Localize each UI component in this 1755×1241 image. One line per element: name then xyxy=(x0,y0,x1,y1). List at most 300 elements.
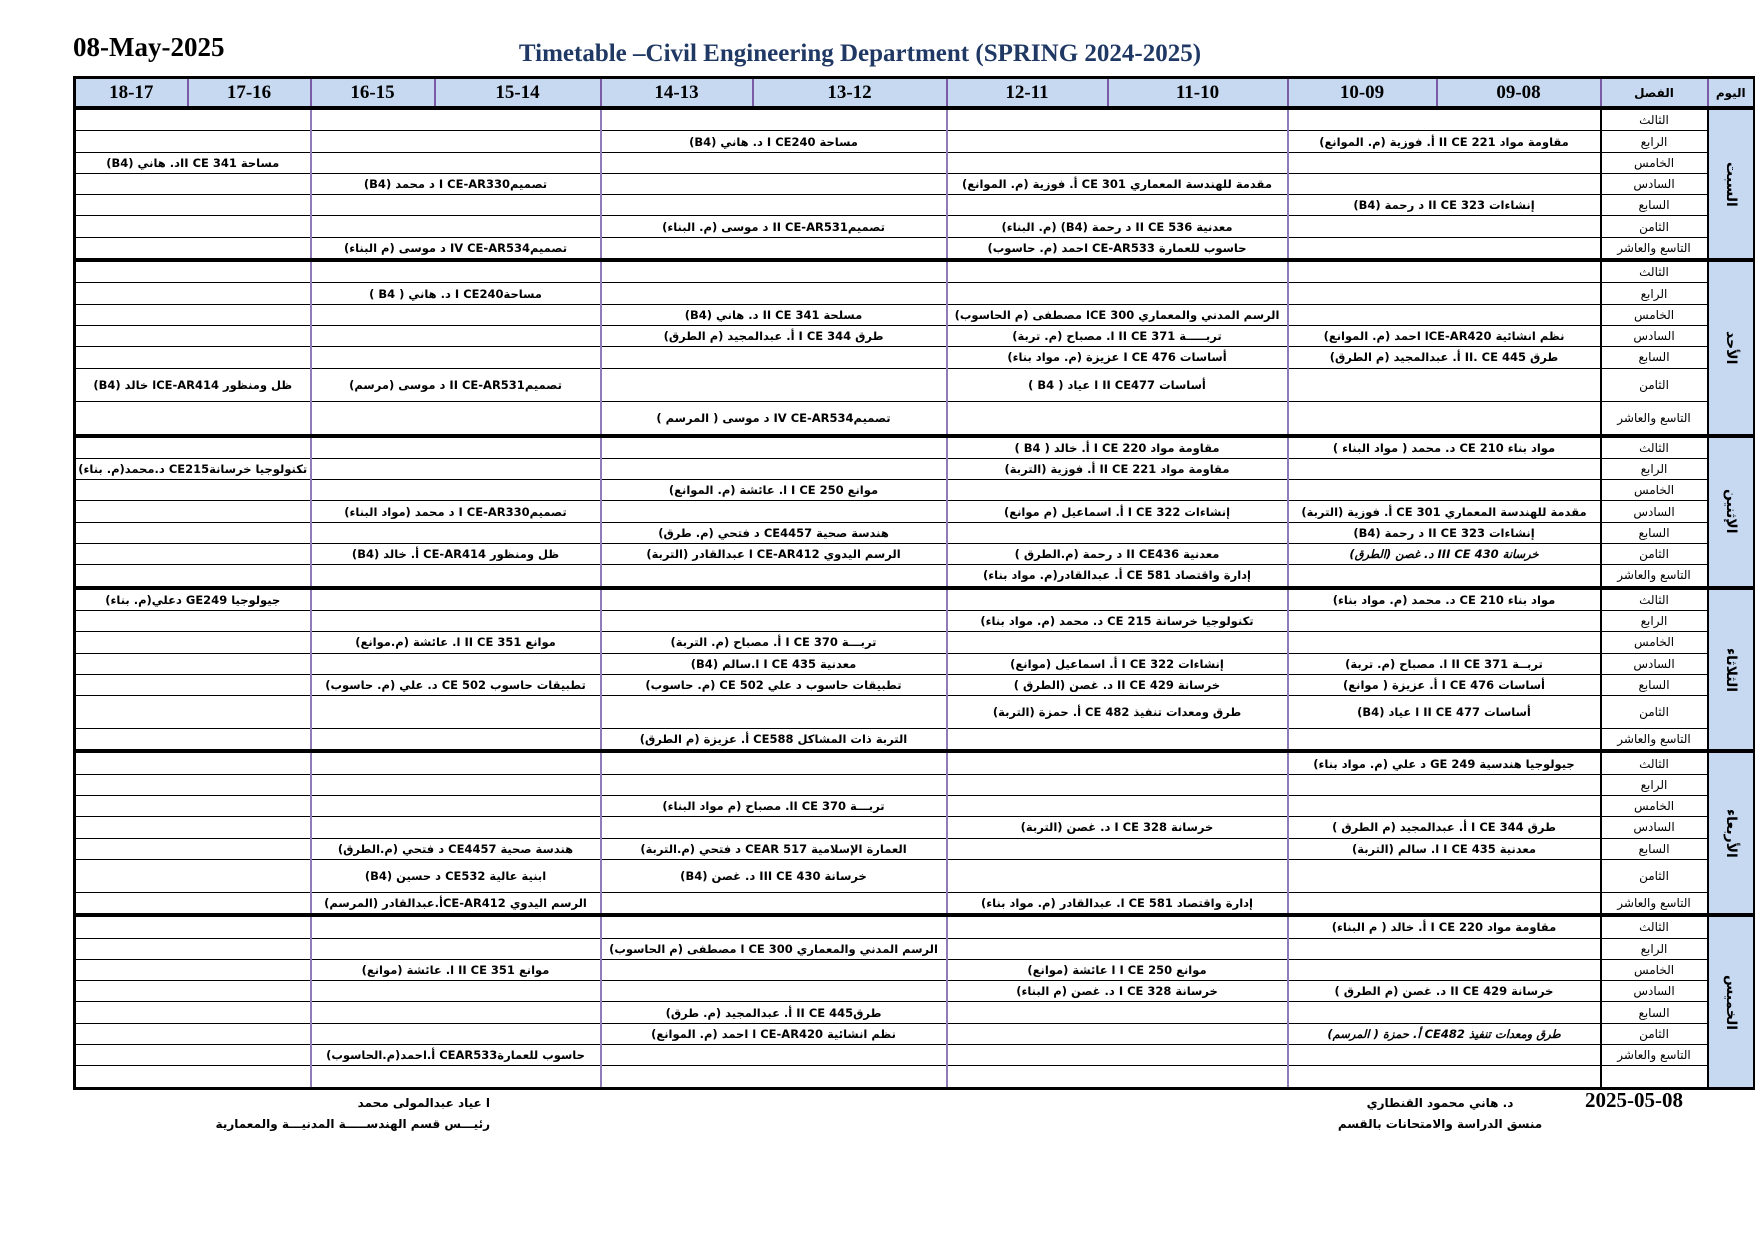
level-label xyxy=(1601,1066,1708,1089)
level-label: التاسع والعاشر xyxy=(1601,237,1708,260)
class-cell-1012: إنشاءات I CE 322 أ. اسماعيل (م موانع) xyxy=(947,501,1288,522)
level-label: الرابع xyxy=(1601,774,1708,795)
class-cell-1214: هندسة صحية CE4457 د فتحي (م. طرق) xyxy=(601,522,947,543)
class-cell-1416: تطبيقات حاسوب CE 502 د. علي (م. حاسوب) xyxy=(311,674,601,695)
class-cell-0810: معدنية I CE 435 ا. سالم (التربة) xyxy=(1288,838,1601,859)
timetable-row xyxy=(75,480,1755,501)
class-cell-0810 xyxy=(1288,458,1601,479)
class-cell-1214: معدنية I CE 435 ا.سالم (B4) xyxy=(601,653,947,674)
class-cell-1718 xyxy=(75,696,311,729)
level-label: السابع xyxy=(1601,838,1708,859)
class-cell-1012: أساسات I CE 476 عزيزة (م. مواد بناء) xyxy=(947,347,1288,368)
class-cell-1718 xyxy=(75,108,311,131)
timetable-body xyxy=(75,108,1755,1089)
class-cell-1718 xyxy=(75,283,311,304)
class-cell-1012 xyxy=(947,152,1288,173)
class-cell-1012: مقاومة مواد II CE 221 أ. فوزية (التربة) xyxy=(947,458,1288,479)
class-cell-1718 xyxy=(75,480,311,501)
class-cell-0810: إنشاءات II CE 323 د رحمة (B4) xyxy=(1288,522,1601,543)
class-cell-1012: معدنية II CE436 د رحمة (م.الطرق ) xyxy=(947,544,1288,565)
class-cell-1718 xyxy=(75,131,311,152)
timetable-row xyxy=(75,195,1755,216)
class-cell-0810 xyxy=(1288,216,1601,237)
level-label: الثالث xyxy=(1601,915,1708,938)
class-cell-1718 xyxy=(75,859,311,892)
timetable-row xyxy=(75,1044,1755,1065)
level-label: الثالث xyxy=(1601,108,1708,131)
class-cell-0810 xyxy=(1288,565,1601,588)
timetable xyxy=(73,76,1755,1090)
class-cell-1718 xyxy=(75,915,311,938)
level-label: الثامن xyxy=(1601,216,1708,237)
class-cell-1214 xyxy=(601,108,947,131)
timetable-row xyxy=(75,325,1755,346)
class-cell-1718 xyxy=(75,1023,311,1044)
department-head-signature xyxy=(210,1093,490,1135)
level-label: السادس xyxy=(1601,325,1708,346)
class-cell-1012 xyxy=(947,915,1288,938)
time-header: 17-16 xyxy=(188,78,311,109)
timetable-row xyxy=(75,959,1755,980)
class-cell-0810 xyxy=(1288,108,1601,131)
class-cell-1012 xyxy=(947,751,1288,774)
class-cell-1416: الرسم اليدوي CE-AR412أ.عبدالقادر (المرسم) xyxy=(311,892,601,915)
level-label: السادس xyxy=(1601,501,1708,522)
level-label: الثامن xyxy=(1601,544,1708,565)
class-cell-1214 xyxy=(601,173,947,194)
timetable-row xyxy=(75,674,1755,695)
time-header: 16-15 xyxy=(311,78,435,109)
class-cell-0810: خرسانة III CE 430 د. غصن (الطرق) xyxy=(1288,544,1601,565)
class-cell-1214 xyxy=(601,959,947,980)
class-cell-1214 xyxy=(601,565,947,588)
timetable-row xyxy=(75,892,1755,915)
class-cell-1012 xyxy=(947,729,1288,752)
class-cell-1214: نظم انشائية CE-AR420 ا احمد (م. الموانع) xyxy=(601,1023,947,1044)
class-cell-1718 xyxy=(75,565,311,588)
class-cell-1718 xyxy=(75,796,311,817)
class-cell-1012: موانع I CE 250 ا عائشة (موانع) xyxy=(947,959,1288,980)
class-cell-0810: مقاومة مواد II CE 221 أ. فوزية (م. الموانع) xyxy=(1288,131,1601,152)
class-cell-1214 xyxy=(601,501,947,522)
level-label: الخامس xyxy=(1601,480,1708,501)
class-cell-1718: تكنولوجيا خرسانةCE215 د.محمد(م. بناء) xyxy=(75,458,311,479)
timetable-row xyxy=(75,522,1755,543)
class-cell-0810: أساسات II CE 477 ا عياد (B4) xyxy=(1288,696,1601,729)
day-label: الأحد xyxy=(1708,260,1755,436)
class-cell-1012: تكنولوجيا خرسانة CE 215 د. محمد (م. مواد بناء) xyxy=(947,611,1288,632)
class-cell-0810 xyxy=(1288,237,1601,260)
class-cell-1214 xyxy=(601,152,947,173)
class-cell-0810: إنشاءات II CE 323 د رحمة (B4) xyxy=(1288,195,1601,216)
print-date: 08-May-2025 xyxy=(73,32,225,62)
class-cell-1012: طرق ومعدات تنفيذ CE 482 أ. حمزة (التربة) xyxy=(947,696,1288,729)
level-label: الثامن xyxy=(1601,696,1708,729)
timetable-row xyxy=(75,347,1755,368)
level-label: السادس xyxy=(1601,817,1708,838)
class-cell-1416 xyxy=(311,108,601,131)
timetable-row xyxy=(75,1066,1755,1089)
level-label: الرابع xyxy=(1601,283,1708,304)
class-cell-1416: موانع II CE 351 ا. عائشة (موانع) xyxy=(311,959,601,980)
department-head-name: ا عياد عبدالمولى محمد xyxy=(357,1096,490,1110)
class-cell-0810: مواد بناء CE 210 د. محمد (م. مواد بناء) xyxy=(1288,588,1601,611)
class-cell-1718 xyxy=(75,1044,311,1065)
class-cell-0810 xyxy=(1288,480,1601,501)
day-label: الثلاثاء xyxy=(1708,588,1755,752)
class-cell-0810: مقدمة للهندسة المعماري CE 301 أ. فوزية (التربة) xyxy=(1288,501,1601,522)
class-cell-1718 xyxy=(75,751,311,774)
class-cell-0810 xyxy=(1288,938,1601,959)
class-cell-0810: مقاومة مواد I CE 220 أ. خالد ( م البناء) xyxy=(1288,915,1601,938)
class-cell-1012 xyxy=(947,522,1288,543)
class-cell-1416 xyxy=(311,588,601,611)
class-cell-1012: إنشاءات I CE 322 أ. اسماعيل (موانع) xyxy=(947,653,1288,674)
class-cell-1718 xyxy=(75,501,311,522)
timetable-row xyxy=(75,304,1755,325)
class-cell-1012 xyxy=(947,774,1288,795)
level-label: الرابع xyxy=(1601,938,1708,959)
class-cell-1012 xyxy=(947,859,1288,892)
class-cell-1718 xyxy=(75,237,311,260)
class-cell-1214 xyxy=(601,892,947,915)
level-label: الرابع xyxy=(1601,611,1708,632)
timetable-row xyxy=(75,611,1755,632)
class-cell-1718 xyxy=(75,892,311,915)
class-cell-1718 xyxy=(75,544,311,565)
level-label: الخامس xyxy=(1601,152,1708,173)
class-cell-1416: تصميمII CE-AR531 د موسى (مرسم) xyxy=(311,368,601,401)
class-cell-0810: مواد بناء CE 210 د. محمد ( مواد البناء ) xyxy=(1288,436,1601,459)
timetable-row xyxy=(75,817,1755,838)
level-label: السابع xyxy=(1601,1002,1708,1023)
class-cell-0810 xyxy=(1288,152,1601,173)
class-cell-1718 xyxy=(75,774,311,795)
class-cell-1416 xyxy=(311,653,601,674)
class-cell-1718 xyxy=(75,817,311,838)
class-cell-0810: جيولوجيا هندسية GE 249 د علي (م. مواد بناء) xyxy=(1288,751,1601,774)
timetable-row xyxy=(75,458,1755,479)
class-cell-1012: خرسانة II CE 429 د. غصن (الطرق ) xyxy=(947,674,1288,695)
class-cell-1214 xyxy=(601,817,947,838)
level-header: الفصل xyxy=(1601,78,1708,109)
class-cell-1718 xyxy=(75,653,311,674)
class-cell-1012 xyxy=(947,480,1288,501)
class-cell-1718 xyxy=(75,401,311,436)
level-label: التاسع والعاشر xyxy=(1601,401,1708,436)
timetable-row xyxy=(75,653,1755,674)
class-cell-1012 xyxy=(947,195,1288,216)
time-header: 18-17 xyxy=(75,78,188,109)
class-cell-0810: أساسات I CE 476 أ. عزيزة ( موانع) xyxy=(1288,674,1601,695)
time-header: 09-08 xyxy=(1437,78,1601,109)
class-cell-1012 xyxy=(947,1044,1288,1065)
class-cell-1214 xyxy=(601,195,947,216)
class-cell-1416 xyxy=(311,436,601,459)
time-header: 13-12 xyxy=(753,78,947,109)
level-label: السابع xyxy=(1601,522,1708,543)
timetable-row xyxy=(75,131,1755,152)
class-cell-1214: العمارة الإسلامية CEAR 517 د فتحي (م.التربة) xyxy=(601,838,947,859)
class-cell-1012 xyxy=(947,1023,1288,1044)
class-cell-1416 xyxy=(311,565,601,588)
class-cell-1416 xyxy=(311,195,601,216)
class-cell-1416 xyxy=(311,216,601,237)
class-cell-1416 xyxy=(311,152,601,173)
class-cell-1012 xyxy=(947,938,1288,959)
coordinator-signature xyxy=(1320,1093,1560,1135)
level-label: الخامس xyxy=(1601,796,1708,817)
class-cell-1012 xyxy=(947,1066,1288,1089)
class-cell-1718 xyxy=(75,674,311,695)
class-cell-1416 xyxy=(311,981,601,1002)
class-cell-1214: خرسانة III CE 430 د. غصن (B4) xyxy=(601,859,947,892)
class-cell-0810 xyxy=(1288,959,1601,980)
class-cell-1416: حاسوب للعمارةCEAR533 أ.احمد(م.الحاسوب) xyxy=(311,1044,601,1065)
timetable-row xyxy=(75,751,1755,774)
class-cell-1416: ابنية عالية CE532 د حسين (B4) xyxy=(311,859,601,892)
class-cell-0810: طرق I CE 344 أ. عبدالمجيد (م الطرق ) xyxy=(1288,817,1601,838)
class-cell-0810 xyxy=(1288,173,1601,194)
class-cell-1214: تصميمIV CE-AR534 د موسى ( المرسم ) xyxy=(601,401,947,436)
class-cell-1214 xyxy=(601,260,947,283)
level-label: السابع xyxy=(1601,195,1708,216)
day-label: الإثنين xyxy=(1708,436,1755,588)
class-cell-1718 xyxy=(75,1002,311,1023)
class-cell-1012: خرسانة I CE 328 د. غصن (التربة) xyxy=(947,817,1288,838)
class-cell-1012 xyxy=(947,632,1288,653)
timetable-row xyxy=(75,152,1755,173)
class-cell-1012: خرسانة I CE 328 د. غصن (م البناء) xyxy=(947,981,1288,1002)
class-cell-1214: طرقII CE 445 أ. عبدالمجيد (م. طرق) xyxy=(601,1002,947,1023)
timetable-row xyxy=(75,436,1755,459)
timetable-row xyxy=(75,237,1755,260)
class-cell-1718 xyxy=(75,981,311,1002)
timetable-row xyxy=(75,565,1755,588)
class-cell-0810 xyxy=(1288,796,1601,817)
timetable-row xyxy=(75,774,1755,795)
timetable-row xyxy=(75,216,1755,237)
class-cell-1012: الرسم المدني والمعماري CE 300ا مصطفى (م الحاسوب) xyxy=(947,304,1288,325)
timetable-row xyxy=(75,401,1755,436)
level-label: السادس xyxy=(1601,653,1708,674)
class-cell-1718 xyxy=(75,304,311,325)
class-cell-0810: نظم انشائية CE-AR420ا احمد (م. الموانع) xyxy=(1288,325,1601,346)
class-cell-0810: تربــة II CE 371 ا. مصباح (م. تربة) xyxy=(1288,653,1601,674)
level-label: الخامس xyxy=(1601,632,1708,653)
timetable-row xyxy=(75,696,1755,729)
level-label: التاسع والعاشر xyxy=(1601,729,1708,752)
timetable-row xyxy=(75,915,1755,938)
class-cell-1416 xyxy=(311,774,601,795)
timetable-row xyxy=(75,283,1755,304)
class-cell-1718 xyxy=(75,938,311,959)
class-cell-1718 xyxy=(75,195,311,216)
class-cell-1718 xyxy=(75,347,311,368)
level-label: الثامن xyxy=(1601,859,1708,892)
class-cell-1214: طرق I CE 344 أ. عبدالمجيد (م الطرق) xyxy=(601,325,947,346)
class-cell-1718 xyxy=(75,729,311,752)
level-label: الثالث xyxy=(1601,588,1708,611)
class-cell-1214 xyxy=(601,981,947,1002)
page-title: Timetable –Civil Engineering Department (SPRING 2024-2025) xyxy=(518,40,1202,67)
level-label: التاسع والعاشر xyxy=(1601,892,1708,915)
class-cell-0810 xyxy=(1288,1066,1601,1089)
level-label: السابع xyxy=(1601,347,1708,368)
class-cell-1214 xyxy=(601,751,947,774)
timetable-row xyxy=(75,632,1755,653)
class-cell-1214 xyxy=(601,696,947,729)
class-cell-1416 xyxy=(311,1002,601,1023)
class-cell-1416 xyxy=(311,938,601,959)
class-cell-1416: موانع II CE 351 ا. عائشة (م.موانع) xyxy=(311,632,601,653)
class-cell-1214: مسلحة II CE 341 د. هاني (B4) xyxy=(601,304,947,325)
class-cell-1214: تربـــة I CE 370ا. مصباح (م مواد البناء) xyxy=(601,796,947,817)
class-cell-1214: الرسم المدني والمعماري CE 300 ا مصطفى (م الحاسوب) xyxy=(601,938,947,959)
class-cell-0810 xyxy=(1288,368,1601,401)
class-cell-1012: تربـــــة II CE 371 ا. مصباح (م. تربة) xyxy=(947,325,1288,346)
class-cell-1012 xyxy=(947,260,1288,283)
class-cell-1214 xyxy=(601,1044,947,1065)
timetable-row xyxy=(75,108,1755,131)
class-cell-1416 xyxy=(311,729,601,752)
class-cell-0810 xyxy=(1288,1044,1601,1065)
class-cell-1416 xyxy=(311,458,601,479)
class-cell-1012 xyxy=(947,283,1288,304)
class-cell-1718: مساحة II CE 341د. هاني (B4) xyxy=(75,152,311,173)
class-cell-1214: تصميمII CE-AR531 د موسى (م. البناء) xyxy=(601,216,947,237)
class-cell-1012 xyxy=(947,401,1288,436)
day-header: اليوم xyxy=(1708,78,1755,109)
class-cell-1214: الرسم اليدوي CE-AR412 ا عبدالقادر (التربة) xyxy=(601,544,947,565)
class-cell-1012: أساسات II CE477 ا عياد ( B4 ) xyxy=(947,368,1288,401)
class-cell-1416 xyxy=(311,751,601,774)
timetable-row xyxy=(75,859,1755,892)
class-cell-1012 xyxy=(947,796,1288,817)
class-cell-1012 xyxy=(947,131,1288,152)
class-cell-0810 xyxy=(1288,1002,1601,1023)
class-cell-1416 xyxy=(311,325,601,346)
class-cell-1214: موانع I CE 250 ا. عائشة (م. الموانع) xyxy=(601,480,947,501)
class-cell-1214 xyxy=(601,458,947,479)
class-cell-1214 xyxy=(601,1066,947,1089)
class-cell-1718 xyxy=(75,436,311,459)
class-cell-1416 xyxy=(311,696,601,729)
class-cell-0810 xyxy=(1288,892,1601,915)
timetable-row xyxy=(75,981,1755,1002)
class-cell-1416 xyxy=(311,915,601,938)
day-label: السبت xyxy=(1708,108,1755,260)
class-cell-1718: جيولوجيا GE249 دعلي(م. بناء) xyxy=(75,588,311,611)
class-cell-1718 xyxy=(75,632,311,653)
timetable-row xyxy=(75,838,1755,859)
timetable-row xyxy=(75,501,1755,522)
class-cell-1416: ظل ومنظور CE-AR414 أ. خالد (B4) xyxy=(311,544,601,565)
class-cell-1416: مساحةI CE240 د. هاني ( B4 ) xyxy=(311,283,601,304)
class-cell-1416 xyxy=(311,1066,601,1089)
class-cell-1416 xyxy=(311,304,601,325)
timetable-row xyxy=(75,729,1755,752)
class-cell-1416 xyxy=(311,522,601,543)
class-cell-0810 xyxy=(1288,632,1601,653)
timetable-row xyxy=(75,173,1755,194)
level-label: السابع xyxy=(1601,674,1708,695)
class-cell-1012: مقدمة للهندسة المعماري CE 301 أ. فوزية (م. الموانع) xyxy=(947,173,1288,194)
class-cell-1718 xyxy=(75,611,311,632)
class-cell-1718 xyxy=(75,325,311,346)
class-cell-1718 xyxy=(75,260,311,283)
time-header: 11-10 xyxy=(1108,78,1288,109)
level-label: السادس xyxy=(1601,981,1708,1002)
class-cell-0810 xyxy=(1288,304,1601,325)
class-cell-1416: تصميمIV CE-AR534 د موسى (م البناء) xyxy=(311,237,601,260)
level-label: الثالث xyxy=(1601,751,1708,774)
level-label: التاسع والعاشر xyxy=(1601,565,1708,588)
timetable-row xyxy=(75,368,1755,401)
class-cell-1012: حاسوب للعمارة CE-AR533 احمد (م. حاسوب) xyxy=(947,237,1288,260)
class-cell-1416 xyxy=(311,1023,601,1044)
timetable-row xyxy=(75,796,1755,817)
class-cell-1214 xyxy=(601,237,947,260)
coordinator-name: د. هاني محمود القنطاري xyxy=(1366,1096,1514,1110)
coordinator-title: منسق الدراسة والامتحانات بالقسم xyxy=(1337,1117,1543,1131)
class-cell-1012: إدارة واقتصاد CE 581 ا. عبدالقادر (م. مواد بناء) xyxy=(947,892,1288,915)
class-cell-0810: خرسانة II CE 429 د. غصن (م الطرق ) xyxy=(1288,981,1601,1002)
class-cell-1012 xyxy=(947,108,1288,131)
class-cell-1718 xyxy=(75,1066,311,1089)
class-cell-0810 xyxy=(1288,729,1601,752)
class-cell-1012: معدنية II CE 536 د رحمة (B4) (م. البناء) xyxy=(947,216,1288,237)
class-cell-1214 xyxy=(601,774,947,795)
timetable-row xyxy=(75,260,1755,283)
class-cell-0810 xyxy=(1288,774,1601,795)
timetable-row xyxy=(75,1023,1755,1044)
department-head-title: رئيـــس قسم الهندســـــة المدنيـــة والمعمارية xyxy=(215,1117,490,1131)
level-label: التاسع والعاشر xyxy=(1601,1044,1708,1065)
class-cell-1416 xyxy=(311,131,601,152)
class-cell-1012: مقاومة مواد I CE 220 أ. خالد ( B4 ) xyxy=(947,436,1288,459)
timetable-row xyxy=(75,1002,1755,1023)
class-cell-1214: تربـــة I CE 370 أ. مصباح (م. التربة) xyxy=(601,632,947,653)
class-cell-1718 xyxy=(75,959,311,980)
level-label: الرابع xyxy=(1601,458,1708,479)
class-cell-1214 xyxy=(601,611,947,632)
class-cell-1012 xyxy=(947,588,1288,611)
class-cell-1214 xyxy=(601,915,947,938)
class-cell-1214 xyxy=(601,347,947,368)
level-label: الثامن xyxy=(1601,1023,1708,1044)
class-cell-1214 xyxy=(601,436,947,459)
class-cell-1416 xyxy=(311,796,601,817)
class-cell-1718 xyxy=(75,216,311,237)
level-label: الثالث xyxy=(1601,260,1708,283)
level-label: الرابع xyxy=(1601,131,1708,152)
class-cell-1012 xyxy=(947,838,1288,859)
class-cell-1416: تصميمI CE-AR330 د محمد (B4) xyxy=(311,173,601,194)
class-cell-1416 xyxy=(311,611,601,632)
footer-date: 2025-05-08 xyxy=(1585,1088,1683,1112)
class-cell-1416 xyxy=(311,401,601,436)
time-header: 14-13 xyxy=(601,78,753,109)
class-cell-1214: تطبيقات حاسوب د علي CE 502 (م. حاسوب) xyxy=(601,674,947,695)
class-cell-0810 xyxy=(1288,401,1601,436)
class-cell-1416 xyxy=(311,480,601,501)
class-cell-0810 xyxy=(1288,611,1601,632)
class-cell-1012: إدارة واقتصاد CE 581 أ. عبدالقادر(م. مواد بناء) xyxy=(947,565,1288,588)
class-cell-1214 xyxy=(601,588,947,611)
class-cell-1718 xyxy=(75,838,311,859)
level-label: السادس xyxy=(1601,173,1708,194)
